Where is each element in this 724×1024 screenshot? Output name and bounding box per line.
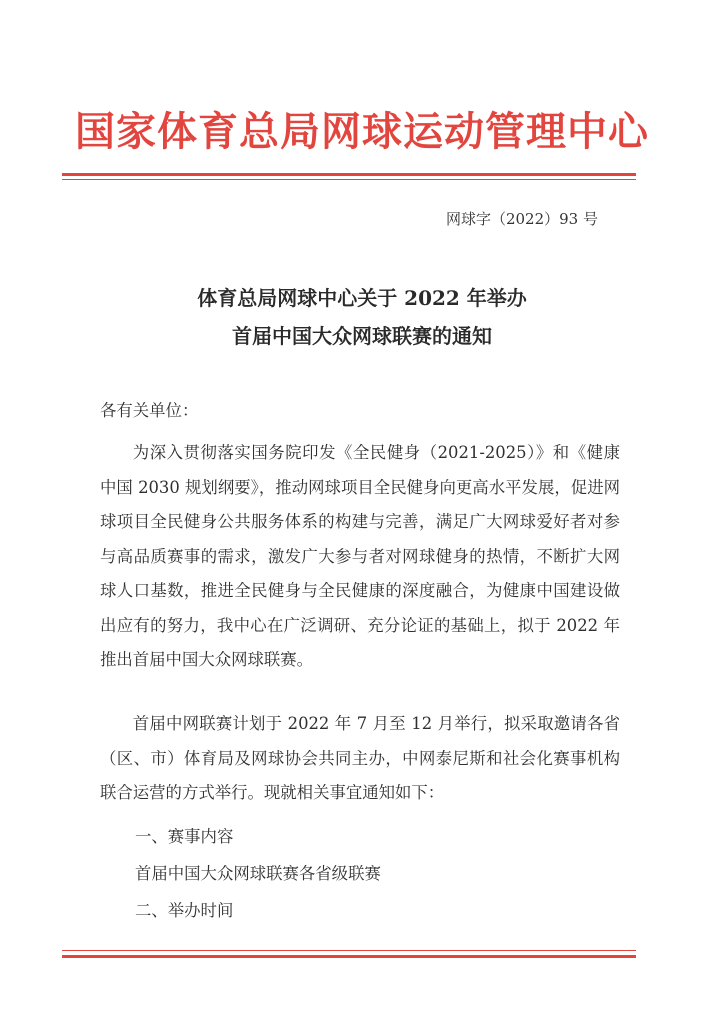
salutation: 各有关单位： bbox=[100, 401, 199, 420]
section-2-heading: 二、举办时间 bbox=[135, 901, 234, 920]
body-paragraph-2: 首届中网联赛计划于 2022 年 7 月至 12 月举行，拟采取邀请各省（区、市）体育局及网球协会共同主办，中网泰尼斯和社会化赛事机构联合运营的方式举行。现就相关事宜通知如下： bbox=[100, 714, 620, 802]
body-paragraph-1: 为深入贯彻落实国务院印发《全民健身（2021-2025）》和《健康中国 2030 规划纲要》，推动网球项目全民健身向更高水平发展，促进网球项目全民健身公共服务体系的构建与完善，满足广大网球爱好者对参与高品质赛事的需求，激发广大参与者对网球健身的热情，不断扩大网球人口基数，推进全民健身与全民健康的深度融合，为健康中国建设做出应有的努力，我中心在广泛调研、充分论证的基础上，拟于 2022 年推出首届中国大众网球联赛。 bbox=[100, 443, 620, 669]
letterhead-rule-thick bbox=[62, 173, 636, 176]
letterhead-title: 国家体育总局网球运动管理中心 bbox=[75, 108, 649, 155]
document-title-line-2: 首届中国大众网球联赛的通知 bbox=[232, 324, 492, 348]
section-1-text: 首届中国大众网球联赛各省级联赛 bbox=[135, 864, 381, 883]
document-title-line-1: 体育总局网球中心关于 2022 年举办 bbox=[197, 286, 527, 310]
section-1-heading: 一、赛事内容 bbox=[135, 827, 234, 846]
letterhead-rule-thin bbox=[62, 179, 636, 180]
footer-rule-thin bbox=[62, 950, 636, 951]
document-number: 网球字（2022）93 号 bbox=[445, 210, 598, 228]
footer-rule-thick bbox=[62, 955, 636, 958]
